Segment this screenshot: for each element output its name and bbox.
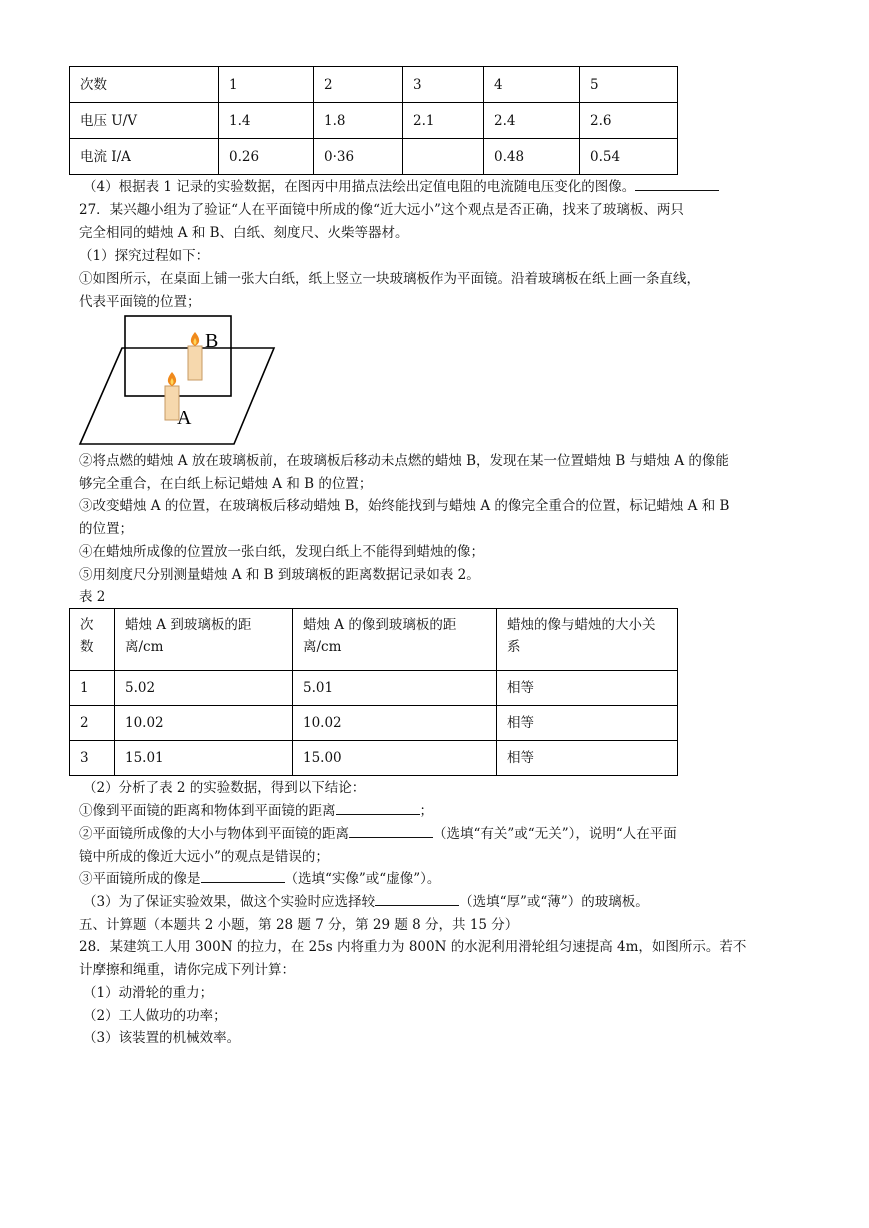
answer-blank[interactable] [349, 823, 433, 838]
conclusion-1-text: ①像到平面镜的距离和物体到平面镜的距离 [79, 803, 336, 819]
table-cell: 3 [403, 67, 484, 103]
q27-step3-line1: ③改变蜡烛 A 的位置，在玻璃板后移动蜡烛 B，始终能找到与蜡烛 A 的像完全重合的位置，标记蜡烛 A 和 B [79, 498, 730, 514]
table-cell: 3 [70, 741, 115, 776]
answer-blank[interactable] [375, 891, 459, 906]
conclusion-1-end: ； [419, 803, 433, 819]
mirror-experiment-figure [78, 314, 278, 448]
q27-part3 [83, 891, 649, 913]
q28-line2: 计摩擦和绳重，请你完成下列计算： [79, 962, 295, 978]
table-cell: 5 [580, 67, 678, 103]
table-header-row [70, 609, 678, 671]
table-2-caption: 表 2 [79, 589, 106, 605]
candle-b-icon [188, 332, 202, 380]
q28-line1: 28．某建筑工人用 300N 的拉力，在 25s 内将重力为 800N 的水泥利用滑轮组匀速提高 4m，如图所示。若不 [79, 939, 747, 955]
conclusion-3-hint: （选填“实像”或“虚像”）。 [284, 871, 441, 887]
table-cell: 0.48 [484, 139, 580, 175]
label-a: A [177, 407, 192, 429]
table-cell: 电压 U/V [70, 103, 219, 139]
table-cell: 电流 I/A [70, 139, 219, 175]
q27-step5: ⑤用刻度尺分别测量蜡烛 A 和 B 到玻璃板的距离数据记录如表 2。 [79, 567, 480, 583]
section-5-title: 五、计算题（本题共 2 小题，第 28 题 7 分，第 29 题 8 分，共 15 分） [79, 917, 519, 933]
conclusion-2-text: ②平面镜所成像的大小与物体到平面镜的距离 [79, 826, 349, 842]
q26-part4 [83, 176, 719, 198]
table-row [70, 706, 678, 741]
table-cell: 15.01 [115, 741, 293, 776]
table-cell: 2.1 [403, 103, 484, 139]
q28-part1: （1）动滑轮的重力； [83, 985, 214, 1001]
table-cell: 10.02 [293, 706, 497, 741]
q27-conclusion-2-line2: 镜中所成的像近大远小”的观点是错误的； [79, 849, 329, 865]
table-header-cell: 蜡烛 A 的像到玻璃板的距离/cm [293, 609, 497, 671]
table-cell: 1 [219, 67, 314, 103]
table-cell: 0·36 [314, 139, 403, 175]
table-cell: 2 [70, 706, 115, 741]
table-cell: 1.8 [314, 103, 403, 139]
table-row [70, 67, 678, 103]
conclusion-3-text: ③平面镜所成的像是 [79, 871, 201, 887]
table-cell: 4 [484, 67, 580, 103]
table-cell: 5.02 [115, 671, 293, 706]
answer-blank[interactable] [635, 176, 719, 191]
q27-intro-line2: 完全相同的蜡烛 A 和 B、白纸、刻度尺、火柴等器材。 [79, 225, 409, 241]
answer-blank[interactable] [336, 800, 420, 815]
table-cell: 相等 [497, 706, 678, 741]
part3-hint: （选填“厚”或“薄”）的玻璃板。 [459, 894, 649, 910]
table-header-cell: 蜡烛的像与蜡烛的大小关系 [497, 609, 678, 671]
table-2 [69, 608, 678, 776]
table-1 [69, 66, 678, 175]
table-cell: 0.54 [580, 139, 678, 175]
table-row [70, 671, 678, 706]
q27-part2: （2）分析了表 2 的实验数据，得到以下结论： [83, 780, 366, 796]
table-cell: 15.00 [293, 741, 497, 776]
glass-plate [125, 316, 231, 396]
q27-step4: ④在蜡烛所成像的位置放一张白纸，发现白纸上不能得到蜡烛的像； [79, 544, 484, 560]
table-cell: 10.02 [115, 706, 293, 741]
table-cell: 相等 [497, 741, 678, 776]
table-row [70, 139, 678, 175]
table-cell: 5.01 [293, 671, 497, 706]
conclusion-2-hint: （选填“有关”或“无关”），说明“人在平面 [433, 826, 677, 842]
table-row [70, 103, 678, 139]
q27-conclusion-2 [79, 823, 677, 845]
label-b: B [205, 330, 219, 352]
table-row [70, 741, 678, 776]
table-cell: 0.26 [219, 139, 314, 175]
q27-step3-line2: 的位置； [79, 521, 133, 537]
table-cell: 相等 [497, 671, 678, 706]
q27-step2-line2: 够完全重合，在白纸上标记蜡烛 A 和 B 的位置； [79, 476, 373, 492]
q27-intro-line1: 27．某兴趣小组为了验证“人在平面镜中所成的像“近大远小”这个观点是否正确，找来了玻璃板、两只 [79, 202, 684, 218]
q27-step1-line2: 代表平面镜的位置； [79, 294, 201, 310]
q28-part2: （2）工人做功的功率； [83, 1008, 227, 1024]
table-cell-empty[interactable] [403, 139, 484, 175]
q27-conclusion-3 [79, 868, 440, 890]
q27-step2-line1: ②将点燃的蜡烛 A 放在玻璃板前，在玻璃板后移动未点燃的蜡烛 B，发现在某一位置蜡烛 B 与蜡烛 A 的像能 [79, 453, 729, 469]
table-cell: 2.6 [580, 103, 678, 139]
q28-part3: （3）该装置的机械效率。 [83, 1030, 241, 1046]
q27-part1: （1）探究过程如下： [79, 248, 210, 264]
part3-text: （3）为了保证实验效果，做这个实验时应选择较 [83, 894, 376, 910]
table-cell: 次数 [70, 67, 219, 103]
table-cell: 1 [70, 671, 115, 706]
table-cell: 2 [314, 67, 403, 103]
q27-step1-line1: ①如图所示，在桌面上铺一张大白纸，纸上竖立一块玻璃板作为平面镜。沿着玻璃板在纸上画一条直线， [79, 271, 700, 287]
q27-conclusion-1 [79, 800, 433, 822]
table-cell: 2.4 [484, 103, 580, 139]
table-header-cell: 蜡烛 A 到玻璃板的距离/cm [115, 609, 293, 671]
table-cell: 1.4 [219, 103, 314, 139]
q26-part4-text: （4）根据表 1 记录的实验数据，在图丙中用描点法绘出定值电阻的电流随电压变化的图像。 [83, 179, 636, 195]
table-header-cell: 次数 [70, 609, 115, 671]
answer-blank[interactable] [201, 868, 285, 883]
